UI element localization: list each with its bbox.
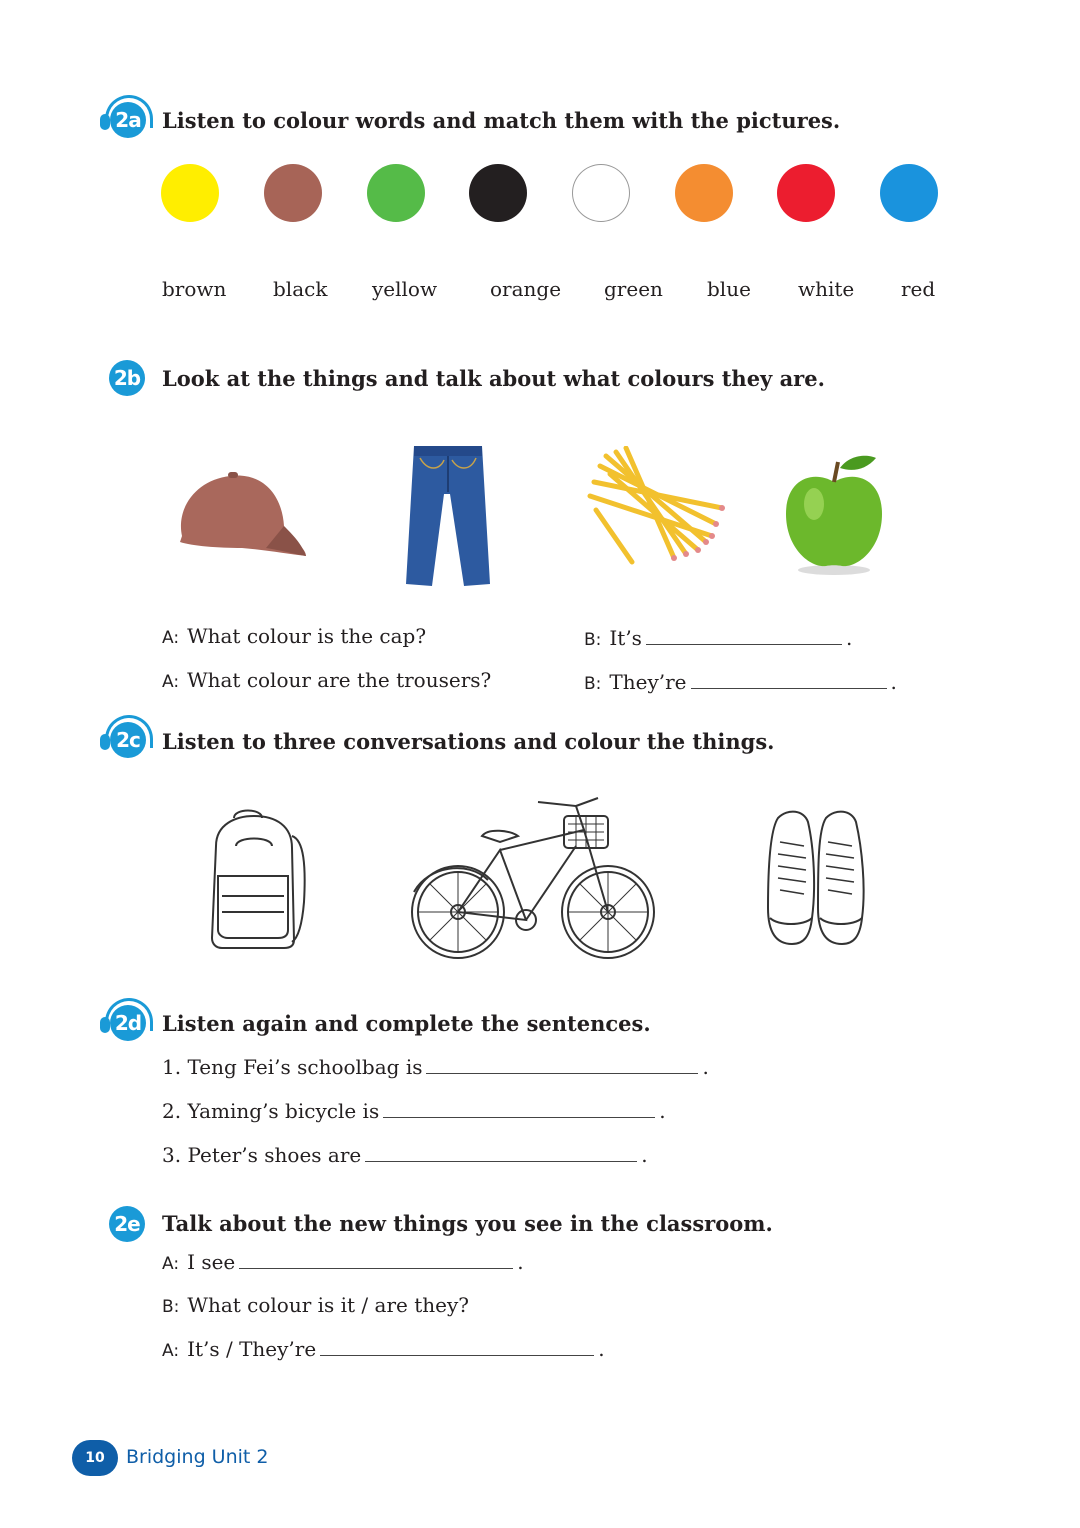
period: . [659, 1099, 666, 1123]
sentence-number: 3. [162, 1143, 182, 1167]
sentence-3 [162, 1143, 648, 1167]
badge-2e: 2e [109, 1206, 145, 1242]
cap-icon [170, 468, 310, 564]
schoolbag-icon [206, 806, 310, 952]
speaker-label: B: [162, 1297, 180, 1317]
dialogue-2e-a2 [162, 1337, 605, 1361]
dialogue-text: It’s / They’re [187, 1337, 317, 1361]
audio-badge-2a[interactable]: 2a [110, 102, 146, 138]
color-word-6: blue [707, 277, 751, 301]
sentence-2 [162, 1099, 666, 1123]
color-word-3: yellow [372, 277, 438, 301]
dialogue-text: They’re [609, 670, 687, 694]
dialogue-text: What colour is the cap? [187, 624, 427, 648]
answer-blank[interactable] [383, 1099, 655, 1118]
instruction-2b: Look at the things and talk about what colours they are. [162, 366, 825, 391]
dialogue-2e-a1 [162, 1250, 524, 1274]
answer-blank[interactable] [320, 1337, 594, 1356]
answer-blank[interactable] [426, 1055, 698, 1074]
period: . [845, 626, 853, 650]
audio-badge-2c[interactable]: 2c [110, 722, 146, 758]
dialogue-text: It’s [609, 626, 642, 650]
color-circle-3 [367, 164, 425, 222]
unit-title: Bridging Unit 2 [126, 1446, 269, 1468]
speaker-label: B: [584, 630, 602, 650]
color-word-8: red [901, 277, 936, 301]
badge-2b: 2b [109, 360, 145, 396]
dialogue-2b-b1 [584, 626, 852, 650]
instruction-2d: Listen again and complete the sentences. [162, 1011, 651, 1036]
sentence-text: Teng Fei’s schoolbag is [187, 1055, 423, 1079]
color-word-7: white [798, 277, 855, 301]
instruction-2e: Talk about the new things you see in the classroom. [162, 1211, 773, 1236]
audio-badge-2d[interactable]: 2d [110, 1005, 146, 1041]
pencils-icon [586, 446, 732, 566]
speaker-label: A: [162, 672, 180, 692]
speaker-label: B: [584, 674, 602, 694]
color-circle-5 [572, 164, 630, 222]
sentence-text: Yaming’s bicycle is [187, 1099, 380, 1123]
answer-blank[interactable] [239, 1250, 513, 1269]
dialogue-2b-a1 [162, 624, 426, 648]
dialogue-2b-b2 [584, 670, 897, 694]
color-word-5: green [604, 277, 663, 301]
color-circle-7 [777, 164, 835, 222]
instruction-2a: Listen to colour words and match them with the pictures. [162, 108, 841, 133]
dialogue-text: What colour is it / are they? [187, 1293, 469, 1317]
bicycle-icon [408, 796, 660, 964]
period: . [890, 670, 897, 694]
color-word-2: black [273, 277, 328, 301]
color-circle-8 [880, 164, 938, 222]
shoes-icon [764, 808, 870, 950]
period: . [702, 1055, 709, 1079]
sentence-number: 2. [162, 1099, 182, 1123]
speaker-label: A: [162, 1254, 180, 1274]
color-circle-6 [675, 164, 733, 222]
sentence-number: 1. [162, 1055, 182, 1079]
color-word-4: orange [490, 277, 562, 301]
instruction-2c: Listen to three conversations and colour the things. [162, 729, 775, 754]
dialogue-2b-a2 [162, 668, 491, 692]
page-number: 10 [72, 1440, 118, 1476]
answer-blank[interactable] [365, 1143, 637, 1162]
answer-blank[interactable] [691, 670, 887, 689]
dialogue-text: I see [187, 1250, 236, 1274]
color-circle-1 [161, 164, 219, 222]
period: . [641, 1143, 648, 1167]
period: . [598, 1337, 605, 1361]
dialogue-text: What colour are the trousers? [187, 668, 492, 692]
color-circle-4 [469, 164, 527, 222]
trousers-icon [404, 444, 492, 588]
color-circle-2 [264, 164, 322, 222]
period: . [517, 1250, 524, 1274]
dialogue-2e-b1 [162, 1293, 469, 1317]
color-word-1: brown [162, 277, 227, 301]
speaker-label: A: [162, 628, 180, 648]
answer-blank[interactable] [646, 626, 842, 645]
speaker-label: A: [162, 1341, 180, 1361]
sentence-text: Peter’s shoes are [187, 1143, 362, 1167]
apple-icon [780, 452, 888, 576]
sentence-1 [162, 1055, 709, 1079]
